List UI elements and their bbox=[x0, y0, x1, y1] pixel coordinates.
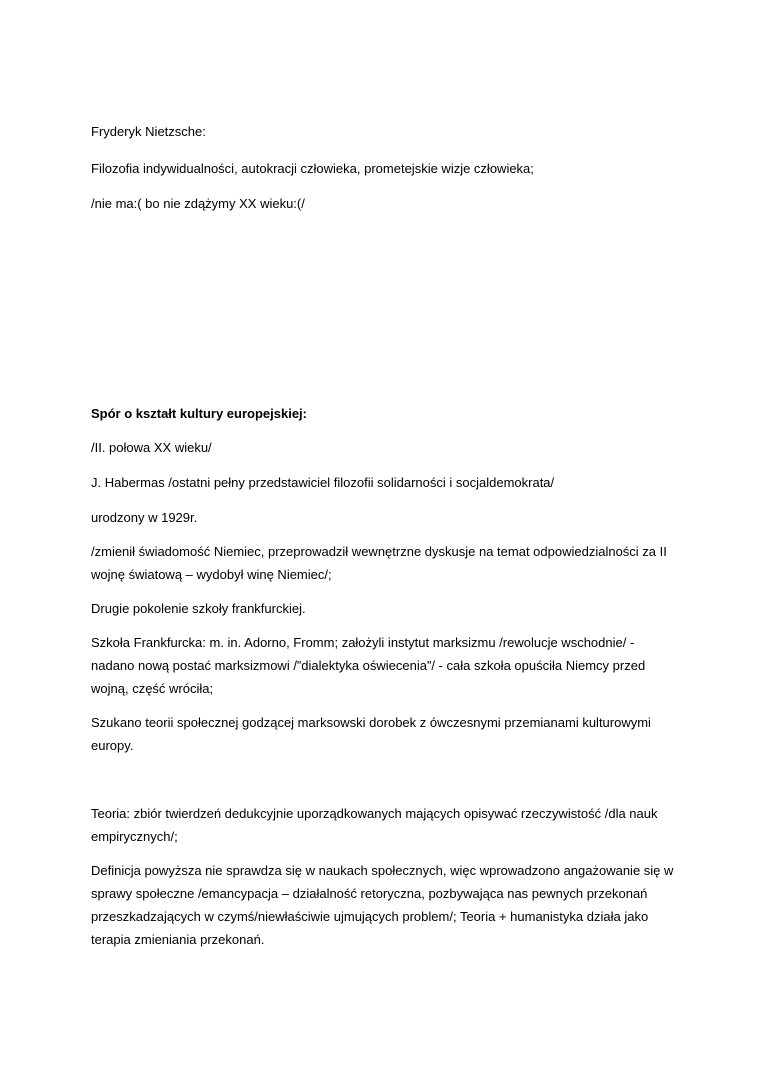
paragraph: /nie ma:( bo nie zdążymy XX wieku:(/ bbox=[91, 196, 305, 211]
paragraph: urodzony w 1929r. bbox=[91, 510, 198, 525]
paragraph-line: sprawy społeczne /emancypacja – działalność retoryczna, pozbywająca nas pewnych przekonań bbox=[91, 886, 648, 901]
paragraph-line: terapia zmieniania przekonań. bbox=[91, 932, 265, 947]
paragraph-line: Szkoła Frankfurcka: m. in. Adorno, Fromm; założyli instytut marksizmu /rewolucje wschodnie/ - bbox=[91, 635, 635, 650]
paragraph-line: wojnę światową – wydobył winę Niemiec/; bbox=[91, 567, 332, 582]
paragraph-line: empirycznych/; bbox=[91, 829, 178, 844]
paragraph-line: Teoria: zbiór twierdzeń dedukcyjnie uporządkowanych mających opisywać rzeczywistość /dla nauk bbox=[91, 806, 658, 821]
paragraph-line: Szukano teorii społecznej godzącej marksowski dorobek z ówczesnymi przemianami kulturowymi bbox=[91, 715, 651, 730]
paragraph-line: europy. bbox=[91, 738, 134, 753]
section-heading: Spór o kształt kultury europejskiej: bbox=[91, 406, 307, 421]
paragraph: /II. połowa XX wieku/ bbox=[91, 440, 212, 455]
paragraph-line: wojną, część wróciła; bbox=[91, 681, 214, 696]
paragraph: Filozofia indywidualności, autokracji człowieka, prometejskie wizje człowieka; bbox=[91, 161, 534, 176]
paragraph-line: nadano nową postać marksizmowi /”dialektyka oświecenia”/ - cała szkoła opuściła Niemcy przed bbox=[91, 658, 646, 673]
author-heading: Fryderyk Nietzsche: bbox=[91, 124, 206, 139]
paragraph-line: /zmienił świadomość Niemiec, przeprowadził wewnętrzne dyskusje na temat odpowiedzialności za II bbox=[91, 544, 667, 559]
paragraph-line: przeszkadzających w czymś/niewłaściwie ujmujących problem/; Teoria + humanistyka działa jako bbox=[91, 909, 649, 924]
paragraph: Drugie pokolenie szkoły frankfurckiej. bbox=[91, 601, 306, 616]
paragraph: J. Habermas /ostatni pełny przedstawiciel filozofii solidarności i socjaldemokrata/ bbox=[91, 475, 555, 490]
paragraph-line: Definicja powyższa nie sprawdza się w naukach społecznych, więc wprowadzono angażowanie się w bbox=[91, 863, 674, 878]
